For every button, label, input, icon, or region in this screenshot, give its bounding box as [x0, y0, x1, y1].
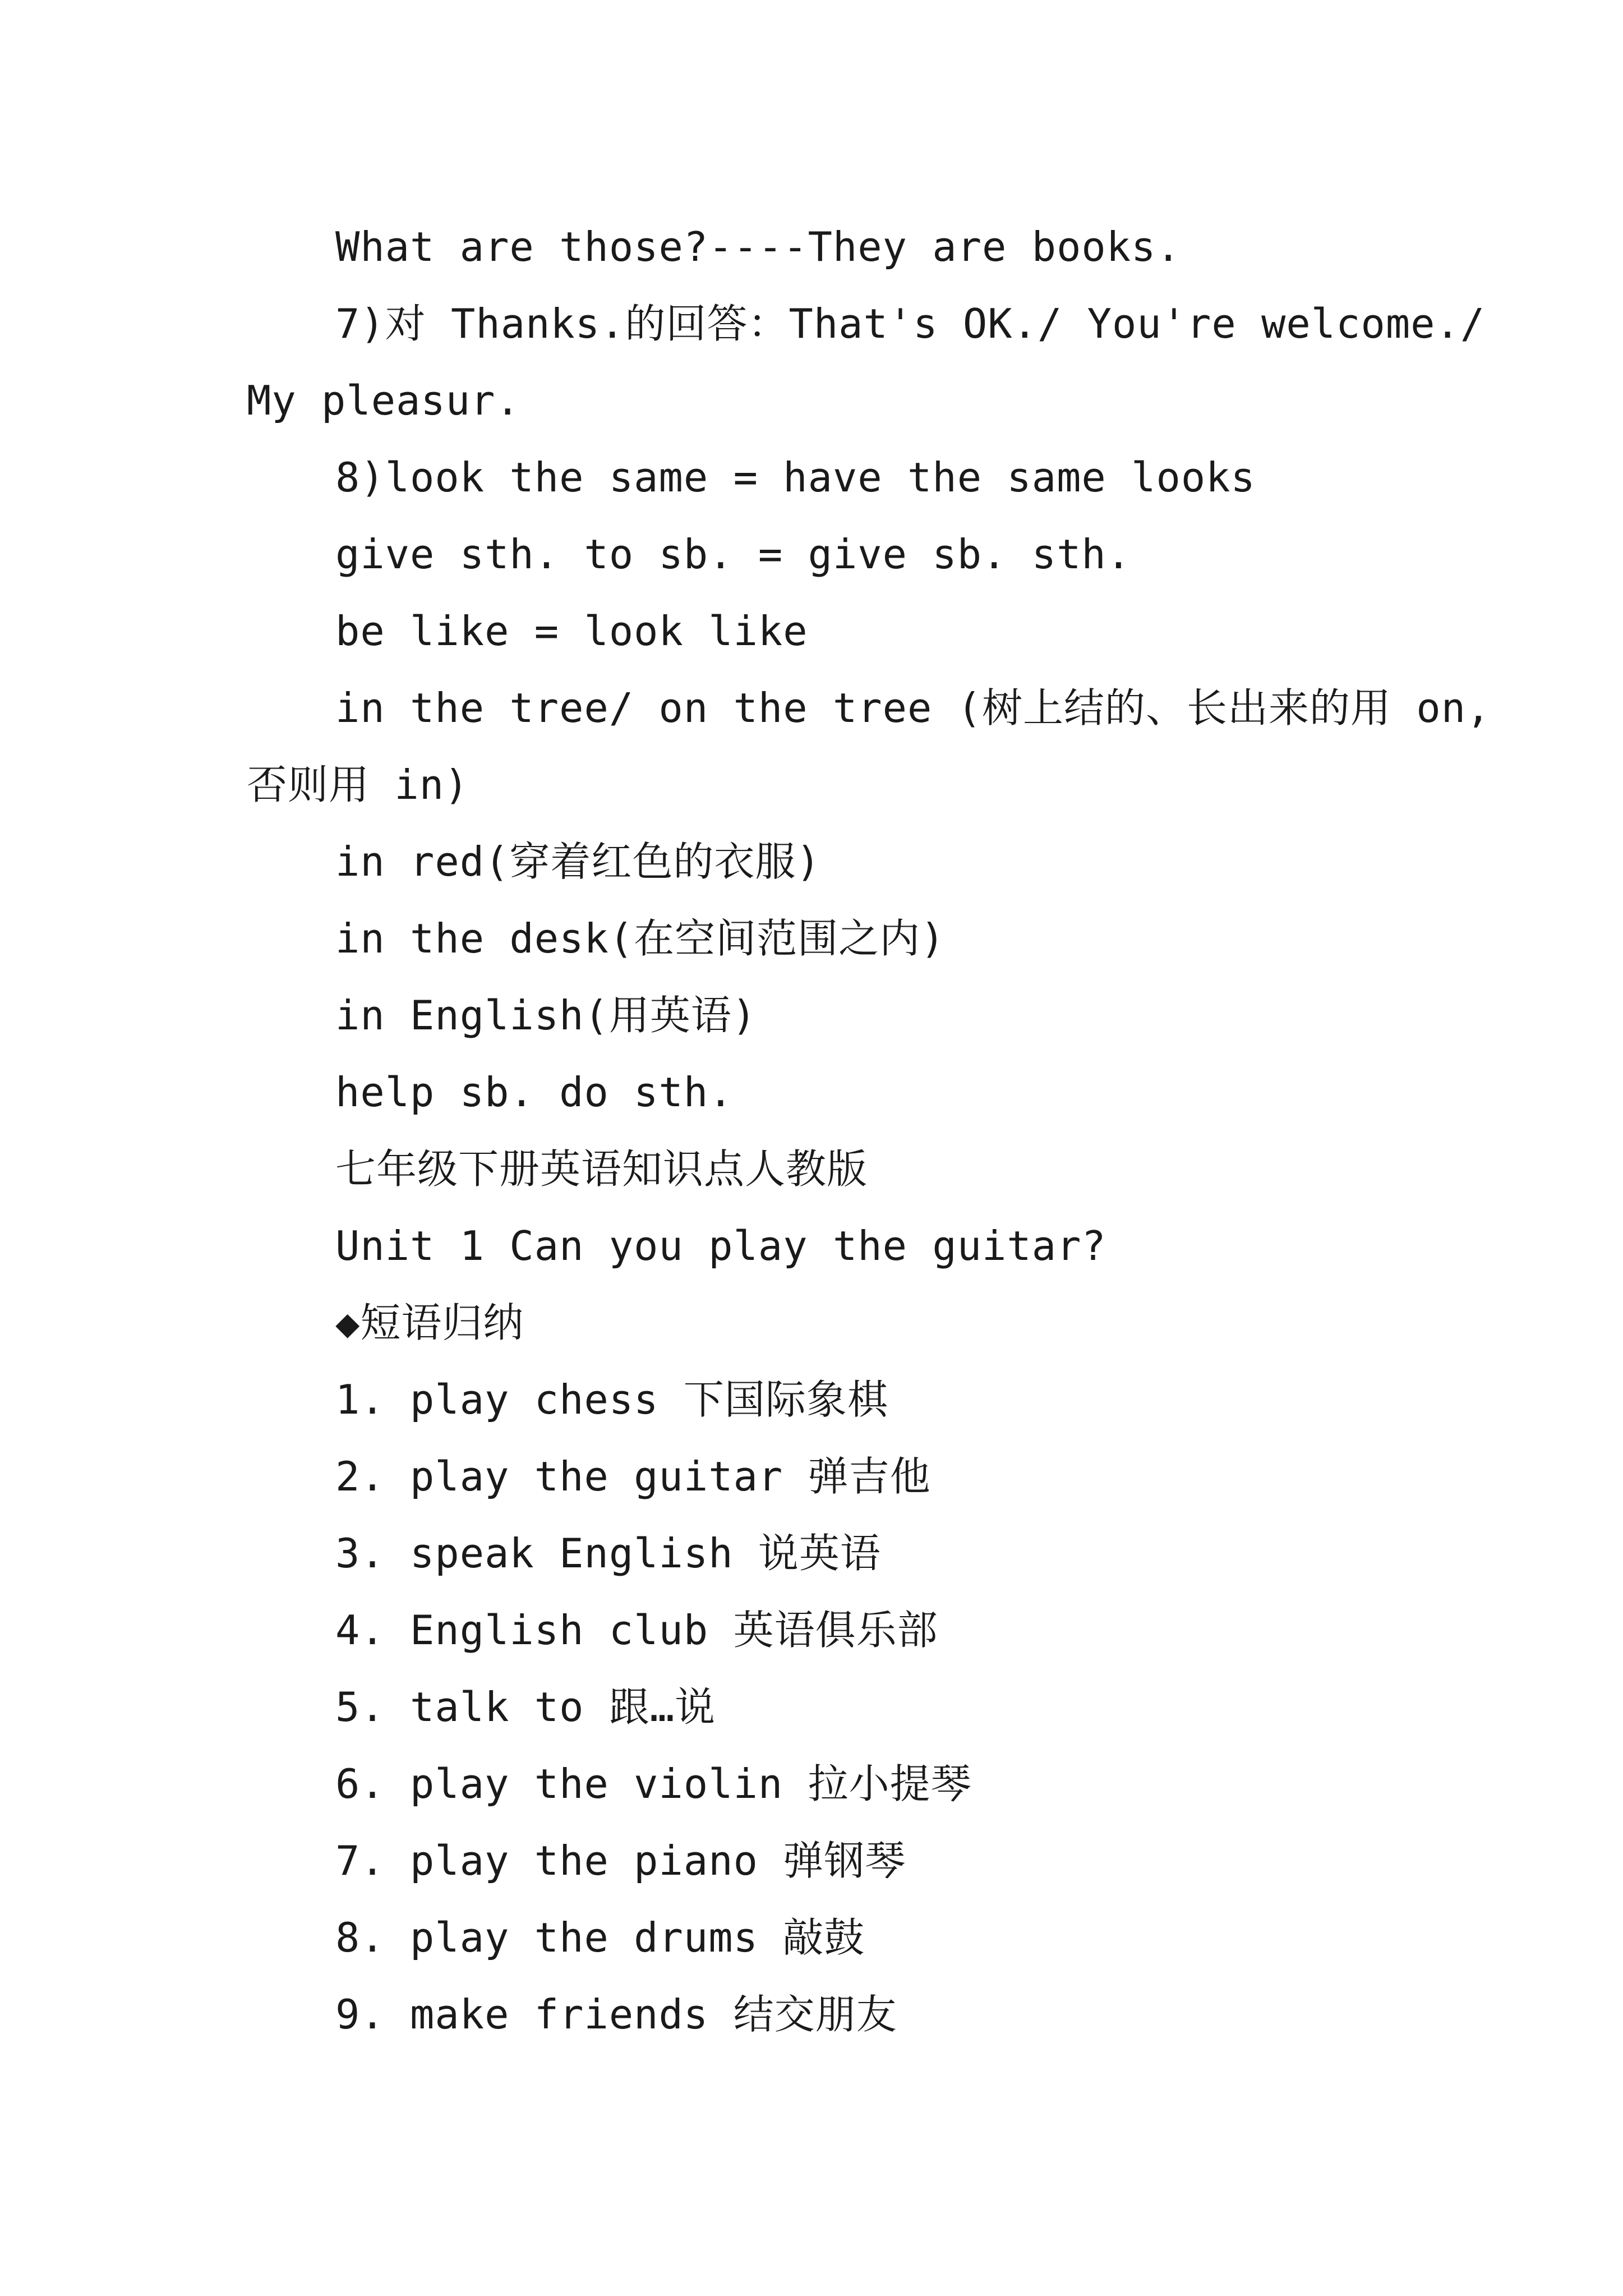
phrase-item: 5. talk to 跟…说: [335, 1683, 716, 1731]
text-line: in English(用英语): [335, 992, 757, 1039]
phrase-item: 9. make friends 结交朋友: [335, 1991, 897, 2038]
text-line: in red(穿着红色的衣服): [335, 838, 821, 885]
text-line: My pleasur.: [247, 377, 520, 424]
phrase-item: 6. play the violin 拉小提琴: [335, 1760, 972, 1807]
text-line: give sth. to sb. = give sb. sth.: [335, 531, 1132, 578]
text-line: help sb. do sth.: [335, 1069, 734, 1116]
phrase-item: 3. speak English 说英语: [335, 1530, 881, 1577]
text-line: in the desk(在空间范围之内): [335, 915, 946, 962]
text-line: in the tree/ on the tree (树上结的、长出来的用 on,: [335, 684, 1491, 731]
text-line: What are those?----They are books.: [335, 223, 1181, 270]
text-line: 7)对 Thanks.的回答：That's OK./ You're welcome./: [335, 300, 1486, 347]
unit-title: Unit 1 Can you play the guitar?: [335, 1222, 1106, 1269]
phrase-item: 7. play the piano 弹钢琴: [335, 1837, 906, 1884]
text-line: be like = look like: [335, 608, 808, 655]
phrase-item: 4. English club 英语俱乐部: [335, 1607, 938, 1654]
text-line: 否则用 in): [247, 761, 469, 808]
phrase-item: 2. play the guitar 弹吉他: [335, 1453, 931, 1500]
section-heading: 七年级下册英语知识点人教版: [335, 1145, 868, 1193]
phrase-item: 8. play the drums 敲鼓: [335, 1914, 865, 1961]
text-line: 8)look the same = have the same looks: [335, 454, 1256, 501]
phrase-item: 1. play chess 下国际象棋: [335, 1376, 888, 1423]
subsection-heading: ◆短语归纳: [335, 1299, 524, 1346]
document-body: [247, 209, 1491, 2053]
